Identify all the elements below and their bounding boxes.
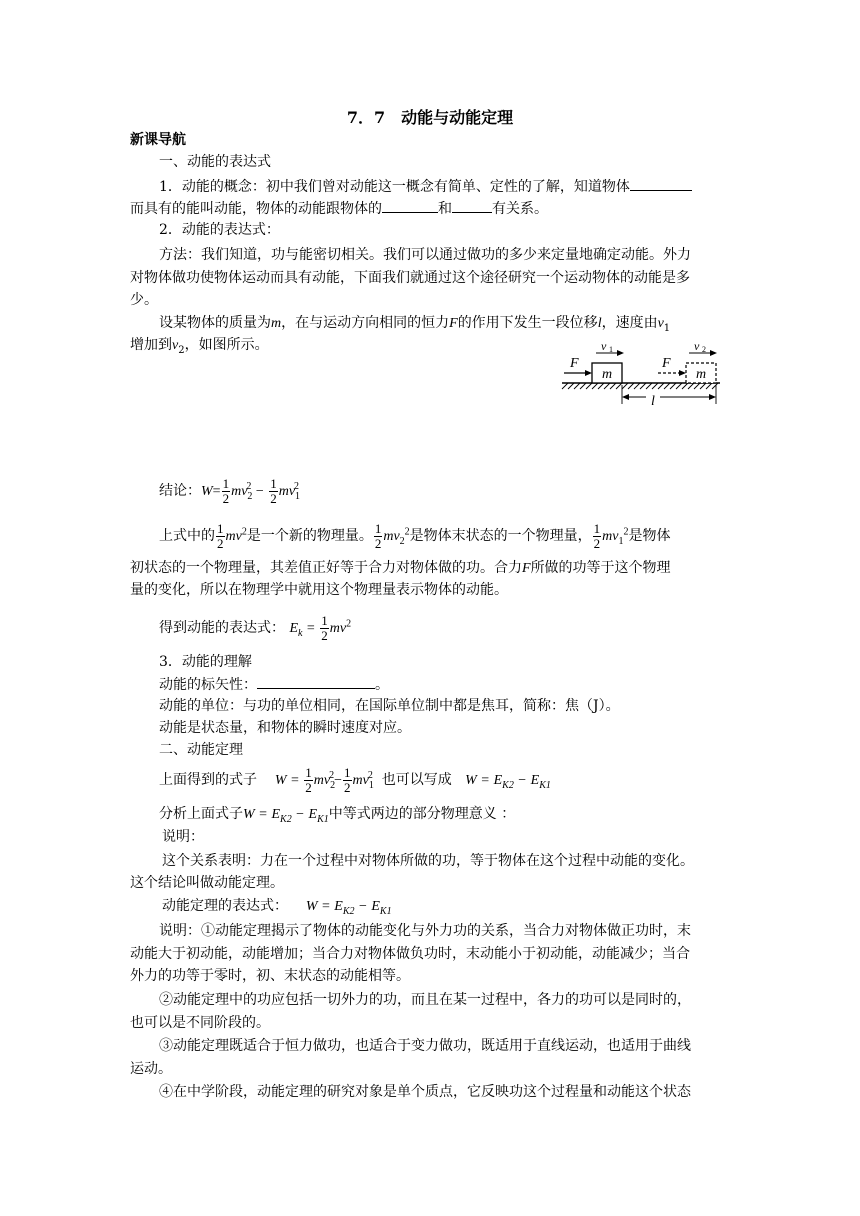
velocity-arrow-v2 bbox=[689, 340, 717, 356]
state-line: 动能是状态量，和物体的瞬时速度对应。 bbox=[159, 720, 411, 736]
rewrite-line: 上面得到的式子 W = $\frac{1}{2}$ $mv_2^2-$ $\frac{1}{2}$ $mv_1^2$ 也可以写成 $W = E_{K2} - E_{K1}$ bbox=[159, 764, 551, 795]
ground-hatching bbox=[562, 383, 720, 389]
relation-line2: 这个结论叫做动能定理。 bbox=[130, 875, 284, 891]
velocity-arrow-v1 bbox=[596, 340, 624, 356]
item3-heading: 3．动能的理解 bbox=[159, 654, 252, 670]
note4-line1: ④在中学阶段，动能定理的研究对象是单个质点，它反映功这个过程量和动能这个状态 bbox=[159, 1084, 691, 1100]
blank-1 bbox=[630, 176, 692, 191]
force-label-final: F bbox=[662, 356, 671, 371]
setup-line2: 增加到$v_2$，如图所示。 bbox=[130, 337, 269, 356]
mass-label-final: m bbox=[695, 367, 707, 382]
scalar-line: 动能的标矢性： 。 bbox=[159, 674, 389, 695]
explanation-line3: 量的变化，所以在物理学中就用这个物理量表示物体的动能。 bbox=[130, 582, 508, 598]
note3-line1: ③动能定理既适合于恒力做功，也适合于变力做功，既适用于直线运动，也适用于曲线 bbox=[159, 1038, 691, 1054]
v2-subscript: 2 bbox=[702, 345, 706, 354]
method-line3: 少。 bbox=[130, 292, 158, 308]
v1-subscript: 1 bbox=[609, 345, 613, 354]
blank-3 bbox=[452, 198, 492, 213]
explanation-line1: 上式中的 $\frac{1}{2}$ $mv^2$是一个新的物理量。 $\frac{1}{2}$ $mv_2^2$是物体末状态的一个物理量， $\frac{1}{2}$ $mv_1^2$是物体 bbox=[159, 520, 671, 551]
displacement-label: l bbox=[651, 394, 655, 409]
force-arrow-final bbox=[658, 356, 686, 376]
item2-heading: 2．动能的表达式： bbox=[159, 222, 280, 238]
force-label-initial: F bbox=[570, 356, 579, 371]
unit-line: 动能的单位：与功的单位相同，在国际单位制中都是焦耳，简称：焦（J）。 bbox=[159, 698, 620, 714]
section-heading: 新课导航 bbox=[130, 132, 186, 148]
ke-expression: 得到动能的表达式： $E_k$ = $\frac{1}{2}$ $mv^2$ bbox=[159, 612, 352, 643]
note3-line2: 运动。 bbox=[130, 1061, 172, 1077]
part1-heading: 一、动能的表达式 bbox=[159, 154, 271, 170]
item1-line1: 1．动能的概念：初中我们曾对动能这一概念有简单、定性的了解，知道物体 bbox=[159, 176, 692, 197]
page-title: 7．7 动能与动能定理 bbox=[346, 108, 514, 127]
note1-line1: 说明：①动能定理揭示了物体的动能变化与外力功的关系，当合力对物体做正功时，末 bbox=[159, 923, 691, 939]
conclusion-formula: 结论：W= $\frac{1}{2}$ $mv_2^2$ − $\frac{1}{2}$ $mv_1^2$ bbox=[159, 475, 301, 506]
v1-label: v bbox=[601, 340, 607, 353]
mass-label-initial: m bbox=[601, 367, 613, 382]
note1-line3: 外力的功等于零时，初、末状态的动能相等。 bbox=[130, 968, 410, 984]
motion-diagram bbox=[558, 340, 724, 410]
relation-line1: 这个关系表明：力在一个过程中对物体所做的功，等于物体在这个过程中动能的变化。 bbox=[162, 853, 694, 869]
part2-heading: 二、动能定理 bbox=[159, 742, 243, 758]
setup-line1: 设某物体的质量为m，在与运动方向相同的恒力F的作用下发生一段位移l，速度由$v_1$ bbox=[159, 315, 671, 334]
method-line2: 对物体做功使物体运动而具有动能，下面我们就通过这个途径研究一个运动物体的动能是多 bbox=[130, 270, 690, 286]
note-label: 说明： bbox=[162, 829, 204, 845]
displacement-marker bbox=[622, 385, 716, 409]
method-line1: 方法：我们知道，功与能密切相关。我们可以通过做功的多少来定量地确定动能。外力 bbox=[159, 247, 691, 263]
force-arrow-initial bbox=[564, 356, 592, 376]
initial-block bbox=[592, 363, 622, 383]
item1-line2: 而具有的能叫动能，物体的动能跟物体的 和 有关系。 bbox=[130, 198, 548, 219]
final-block bbox=[686, 363, 716, 383]
note2-line2: 也可以是不同阶段的。 bbox=[130, 1015, 270, 1031]
blank-2 bbox=[382, 198, 438, 213]
explanation-line2: 初状态的一个物理量，其差值正好等于合力对物体做的功。合力F所做的功等于这个物理 bbox=[130, 560, 671, 576]
theorem-expression: 动能定理的表达式： $W = E_{K2} - E_{K1}$ bbox=[162, 898, 392, 917]
note2-line1: ②动能定理中的功应包括一切外力的功，而且在某一过程中，各力的功可以是同时的， bbox=[159, 992, 691, 1008]
v2-label: v bbox=[694, 340, 700, 353]
blank-4 bbox=[257, 674, 375, 689]
analyze-line: 分析上面式子$W = E_{K2} - E_{K1}$中等式两边的部分物理意义 ： bbox=[159, 806, 516, 825]
note1-line2: 动能大于初动能，动能增加；当合力对物体做负功时，末动能小于初动能，动能减少；当合 bbox=[130, 946, 690, 962]
